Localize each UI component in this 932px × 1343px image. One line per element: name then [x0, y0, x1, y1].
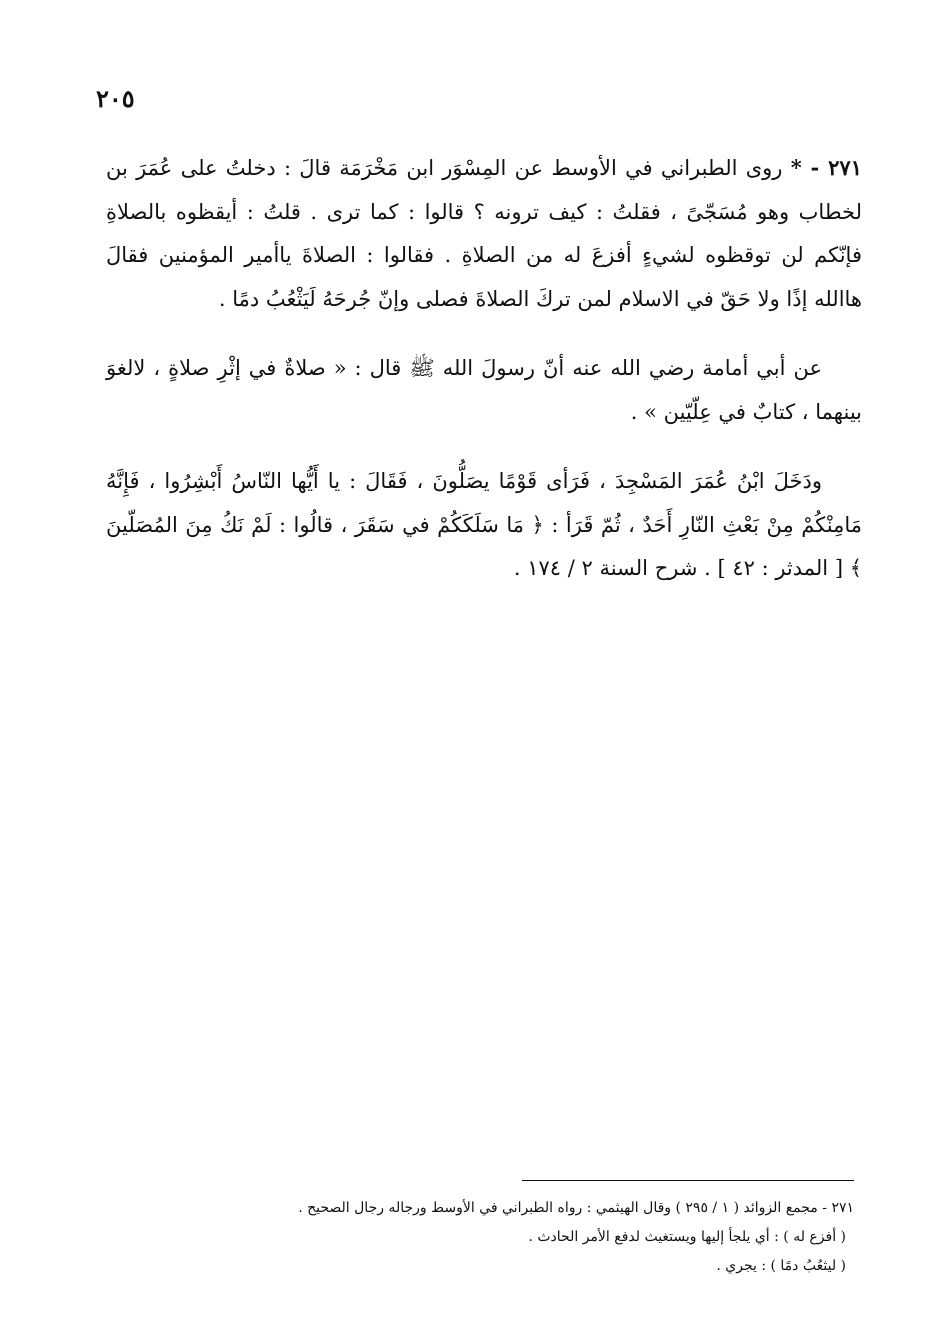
abu-umamah-paragraph	[106, 347, 862, 434]
ibn-umar-paragraph	[106, 460, 862, 591]
hadith-paragraph-271	[106, 146, 862, 321]
main-text	[106, 146, 862, 617]
footnote-gloss-yathab: ( ليثعُبُ دمًا ) : يجري .	[716, 1258, 846, 1274]
page-number: ٢٠٥	[96, 84, 135, 113]
paragraph-text: روى الطبراني في الأوسط عن المِسْوَر ابن مَخْرَمَة قالَ : دخلتُ على عُمَرَ بن لخطاب وهو مُسَجّىً ، فقلتُ : كيف ترونه ؟ قالوا : كما ترى . قلتُ : أيقظوه بالصلاةِ فإنّكم لن توقظوه لشيءٍ أفزعَ له من الصلاةِ . فقالوا : الصلاةَ ياأمير المؤمنين فقالَ هاالله إذًا ولا حَقّ في الاسلام لمن تركَ الصلاةَ فصلى وإنّ جُرحَهُ لَيَثْعُبُ دمًا .	[106, 156, 862, 311]
footnote-source: ٢٧١ - مجمع الزوائد ( ١ / ٢٩٥ ) وقال الهيثمي : رواه الطبراني في الأوسط ورجاله رجال الصحيح .	[298, 1200, 854, 1216]
paragraph-text: عن أبي أمامة رضي الله عنه أنّ رسولَ الله ﷺ قال : « صلاةٌ في إثْرِ صلاةٍ ، لالغوَ بينهما ، كتابٌ في عِلّيّين » .	[106, 356, 862, 424]
footnote-divider	[522, 1180, 854, 1181]
paragraph-text: ودَخَلَ ابْنُ عُمَرَ المَسْجِدَ ، فَرَأى قَوْمًا يصَلُّونَ ، فَقَالَ : يا أَيُّها النّاسُ أَبْشِرُوا ، فَإِنَّهُ مَامِنْكُمْ مِنْ بَعْثِ النّارِ أَحَدٌ ، ثُمّ قَرَأ : ﴿ مَا سَلَكَكُمْ في سَقَرَ ، قالُوا : لَمْ نَكُ مِنَ المُصَلّينَ ﴾ [ المدثر : ٤٢ ] . شرح السنة ٢ / ١٧٤ .	[106, 469, 862, 580]
footnote-gloss-afza: ( أفزع له ) : أي يلجأ إليها ويستغيث لدفع الأمر الحادث .	[528, 1229, 846, 1245]
hadith-number: ٢٧١ - *	[790, 155, 862, 180]
footnotes	[94, 1194, 854, 1281]
